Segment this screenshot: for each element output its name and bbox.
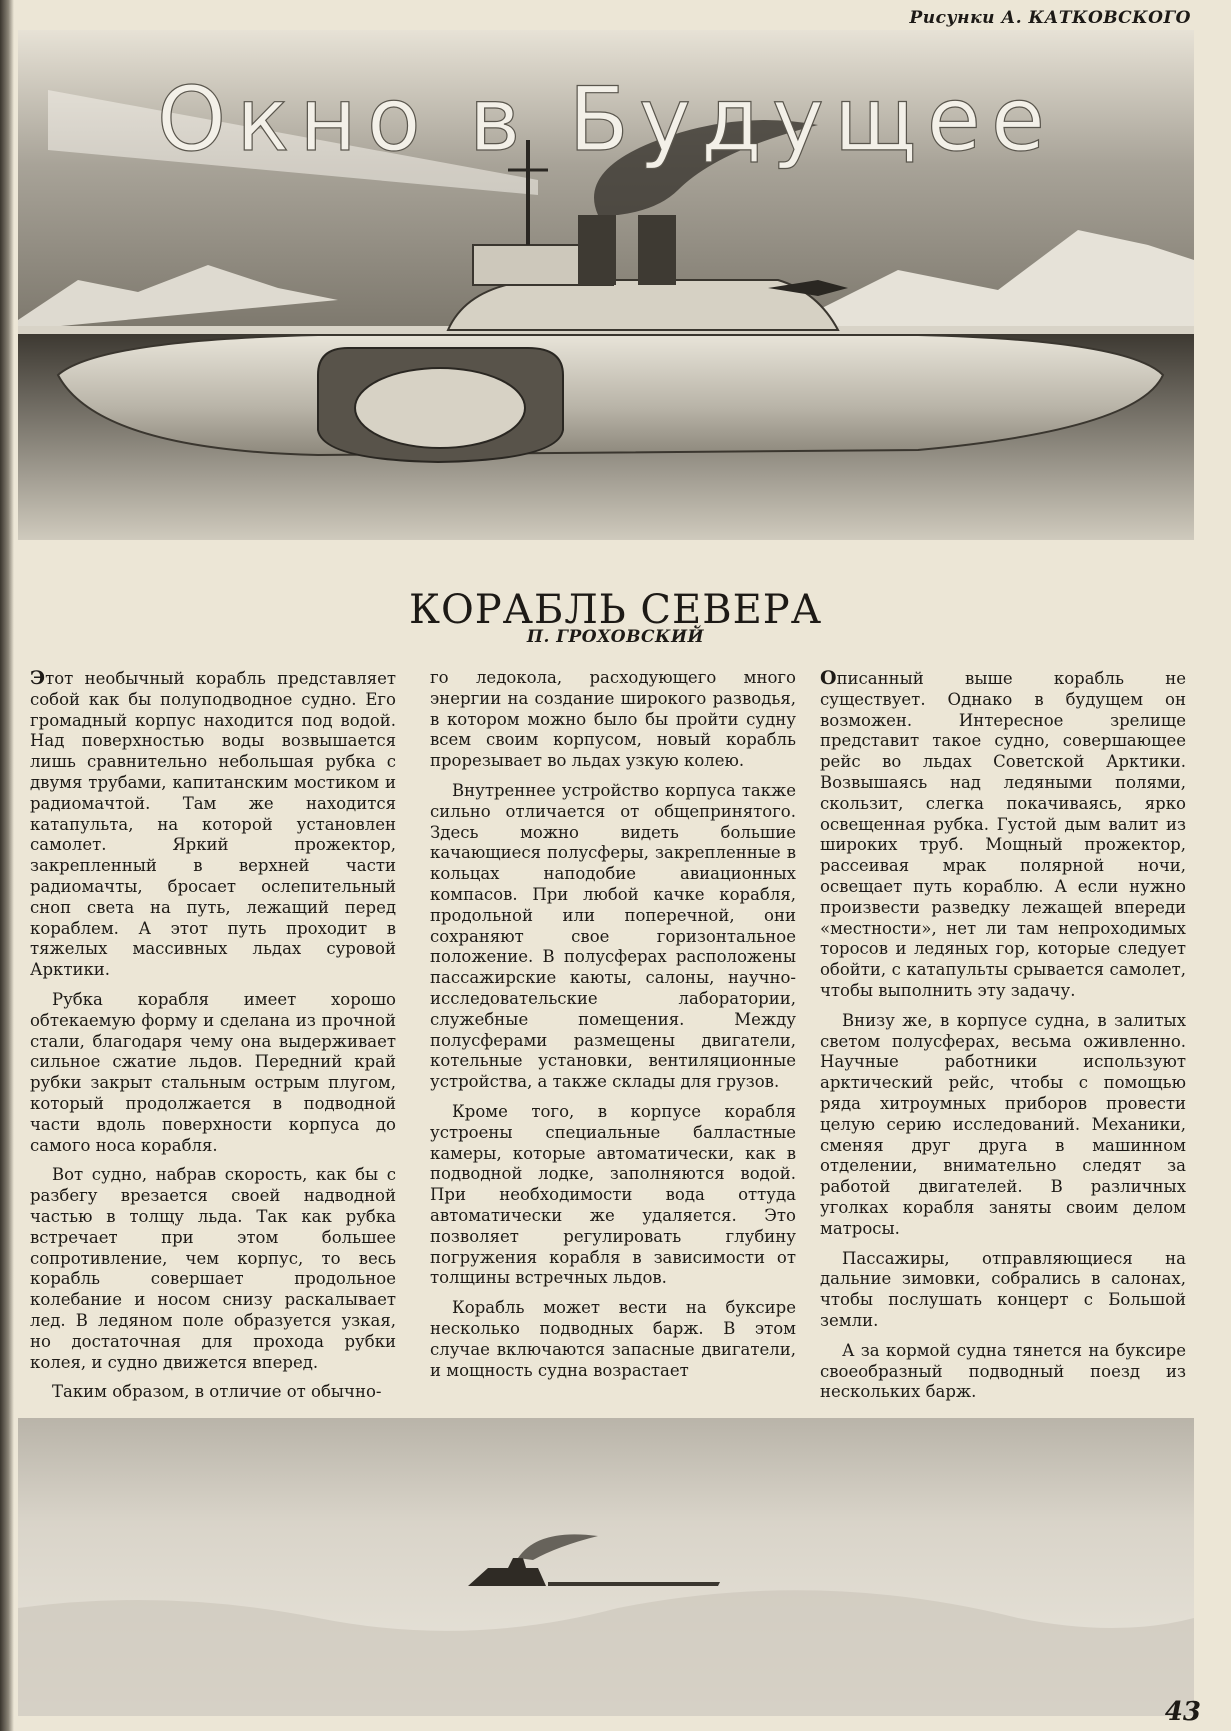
paragraph: Вот судно, набрав скорость, как бы с разбегу врезается своей надводной частью в толщу льда. Так как рубка встречает при этом большее сопротивление, чем корпус, то весь корабль совершает продольное колебание и носом снизу раскалывает лед. В ледяном поле образуется узкая, но достаточная для прохода рубки колея, и судно движется вперед.: [30, 1165, 396, 1372]
article-body: [30, 668, 1194, 1404]
hero-illustration: [18, 30, 1194, 540]
paragraph: Корабль может вести на буксире несколько подводных барж. В этом случае включаются запасные двигатели, и мощность судна возрастает: [430, 1298, 796, 1380]
paragraph: Пассажиры, отправляющиеся на дальние зимовки, собрались в салонах, чтобы послушать концерт с Большой земли.: [820, 1248, 1186, 1330]
submarine-hull: [58, 335, 1163, 455]
paragraph: Внутреннее устройство корпуса также сильно отличается от общепринятого. Здесь можно видеть большие качающиеся полусферы, закрепленные в кольцах наподобие авиационных компасов. При любой качке корабля, продольной или поперечной, они сохраняют свое горизонтальное положение. В полусферах расположены пассажирские каюты, салоны, научно-исследовательские лаборатории, служебные помещения. Между полусферами размещены двигатели, котельные установки, вентиляционные устройства, а также склады для грузов.: [430, 780, 796, 1092]
illustration-credit: Рисунки А. КАТКОВСКОГО: [909, 8, 1191, 28]
page-number: 43: [1164, 1697, 1201, 1727]
paragraph: Этот необычный корабль представляет собой как бы полуподводное судно. Его громадный корпус находится под водой. Над поверхностью воды возвышается лишь сравнительно небольшая рубка с двумя трубами, капитанским мостиком и радиомачтой. Там же находится катапульта, на которой установлен самолет. Яркий прожектор, закрепленный в верхней части радиомачты, бросает ослепительный сноп света на путь, лежащий перед кораблем. А этот путь проходит в тяжелых массивных льдах суровой Арктики.: [30, 667, 396, 980]
funnel-2: [638, 215, 676, 285]
column-1: [30, 668, 396, 1412]
paragraph: Кроме того, в корпусе корабля устроены специальные балластные камеры, которые автоматически, как в подводной лодке, заполняются водой. При необходимости вода оттуда автоматически же удаляется. Это позволяет регулировать глубину погружения корабля в зависимости от толщины встречных льдов.: [430, 1101, 796, 1288]
bottom-illustration: [18, 1418, 1194, 1716]
column-2: [430, 668, 796, 1390]
paragraph: Таким образом, в отличие от обычно-: [52, 1382, 382, 1402]
hero-heading: Окно в Будущее: [156, 68, 1056, 171]
paragraph: Рубка корабля имеет хорошо обтекаемую форму и сделана из прочной стали, благодаря чему она выдерживает сильное сжатие льдов. Передний край рубки закрыт стальным острым плугом, который продолжается в подводной части вдоль поверхности корпуса до самого носа корабля.: [30, 989, 396, 1155]
hemisphere-cabin: [355, 368, 525, 448]
paragraph: Внизу же, в корпусе судна, в залитых светом полусферах, весьма оживленно. Научные работники используют арктический рейс, чтобы с помощью ряда хитроумных приборов провести целую серию исследований. Механики, сменяя друг друга в машинном отделении, внимательно следят за работой двигателей. В различных уголках корабля заняты своим делом матросы.: [820, 1010, 1186, 1238]
paragraph: А за кормой судна тянется на буксире своеобразный подводный поезд из нескольких барж.: [820, 1340, 1186, 1402]
paragraph: Описанный выше корабль не существует. Однако в будущем он возможен. Интересное зрелище представит такое судно, совершающее рейс во льдах Советской Арктики. Возвышаясь над ледяными полями, скользит, слегка покачиваясь, ярко освещенная рубка. Густой дым валит из широких труб. Мощный прожектор, рассеивая мрак полярной ночи, освещает путь кораблю. А если нужно произвести разведку лежащей впереди «местности», нет ли там непроходимых торосов и ледяных гор, которые следует обойти, с катапульты срывается самолет, чтобы выполнить эту задачу.: [820, 667, 1186, 1000]
column-3: [820, 668, 1186, 1412]
article-title: КОРАБЛЬ СЕВЕРА: [408, 586, 822, 633]
towed-barges: [548, 1582, 720, 1586]
funnel-1: [578, 215, 616, 285]
drop-cap: О: [820, 667, 837, 689]
drop-cap: Э: [30, 667, 46, 689]
paragraph: го ледокола, расходующего много энергии на создание широкого разводья, в котором можно было бы пройти судну всем своим корпусом, новый корабль прорезывает во льдах узкую колею.: [430, 668, 796, 771]
article-author: П. ГРОХОВСКИЙ: [526, 627, 705, 647]
page-binding-shadow: [0, 0, 14, 1731]
